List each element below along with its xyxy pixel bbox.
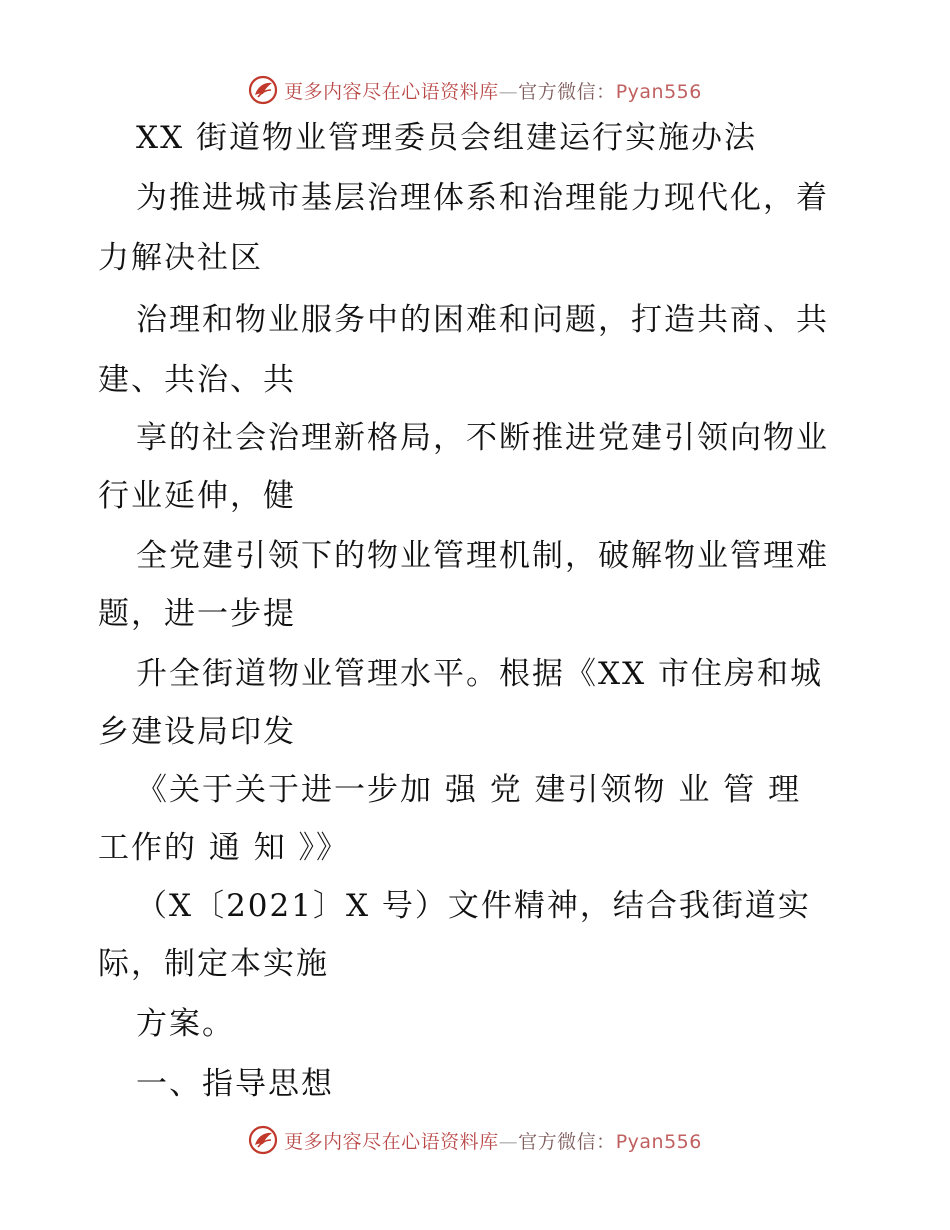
paragraph-line: 为推进城市基层治理体系和治理能力现代化，着 (136, 180, 829, 216)
watermark-brand: 更多内容尽在心语资料库 (284, 1130, 499, 1153)
paragraph-line: 题，进一步提 (98, 596, 296, 632)
watermark-wechat-id: Pyan556 (615, 1130, 702, 1153)
document-title: XX 街道物业管理委员会组建运行实施办法 (136, 120, 757, 156)
paragraph-line: 工作的 通 知 》》 (98, 830, 350, 866)
footer-watermark-inner (248, 1125, 702, 1155)
paragraph-line: 行业延伸，健 (98, 478, 296, 514)
watermark-wechat-label: 官方微信： (518, 80, 616, 103)
paragraph-line: 《关于关于进一步加 强 党 建引领物 业 管 理 (136, 772, 802, 808)
watermark-separator: — (498, 80, 519, 103)
watermark-wechat-label: 官方微信： (518, 1130, 616, 1153)
paragraph-line: 方案。 (136, 1006, 235, 1042)
paragraph-line: 建、共治、共 (98, 362, 296, 398)
watermark-wechat-id: Pyan556 (615, 80, 702, 103)
paragraph-line: （X〔2021〕X 号）文件精神，结合我街道实 (136, 888, 811, 924)
wing-logo-icon (248, 75, 278, 105)
watermark-text (284, 1127, 702, 1154)
paragraph-line: 治理和物业服务中的困难和问题，打造共商、共 (136, 302, 829, 338)
paragraph-line: 享的社会治理新格局，不断推进党建引领向物业 (136, 420, 829, 456)
paragraph-line: 升全街道物业管理水平。根据《XX 市住房和城 (136, 656, 823, 692)
wing-logo-icon (248, 1125, 278, 1155)
paragraph-line: 力解决社区 (98, 240, 263, 276)
watermark-separator: — (498, 1130, 519, 1153)
watermark-text (284, 77, 702, 104)
paragraph-line: 乡建设局印发 (98, 714, 296, 750)
paragraph-line: 全党建引领下的物业管理机制，破解物业管理难 (136, 538, 829, 574)
paragraph-line: 际，制定本实施 (98, 946, 329, 982)
header-watermark-inner (248, 75, 702, 105)
watermark-brand: 更多内容尽在心语资料库 (284, 80, 499, 103)
footer-watermark (0, 1120, 950, 1160)
section-heading: 一、指导思想 (136, 1066, 334, 1102)
header-watermark (0, 70, 950, 110)
